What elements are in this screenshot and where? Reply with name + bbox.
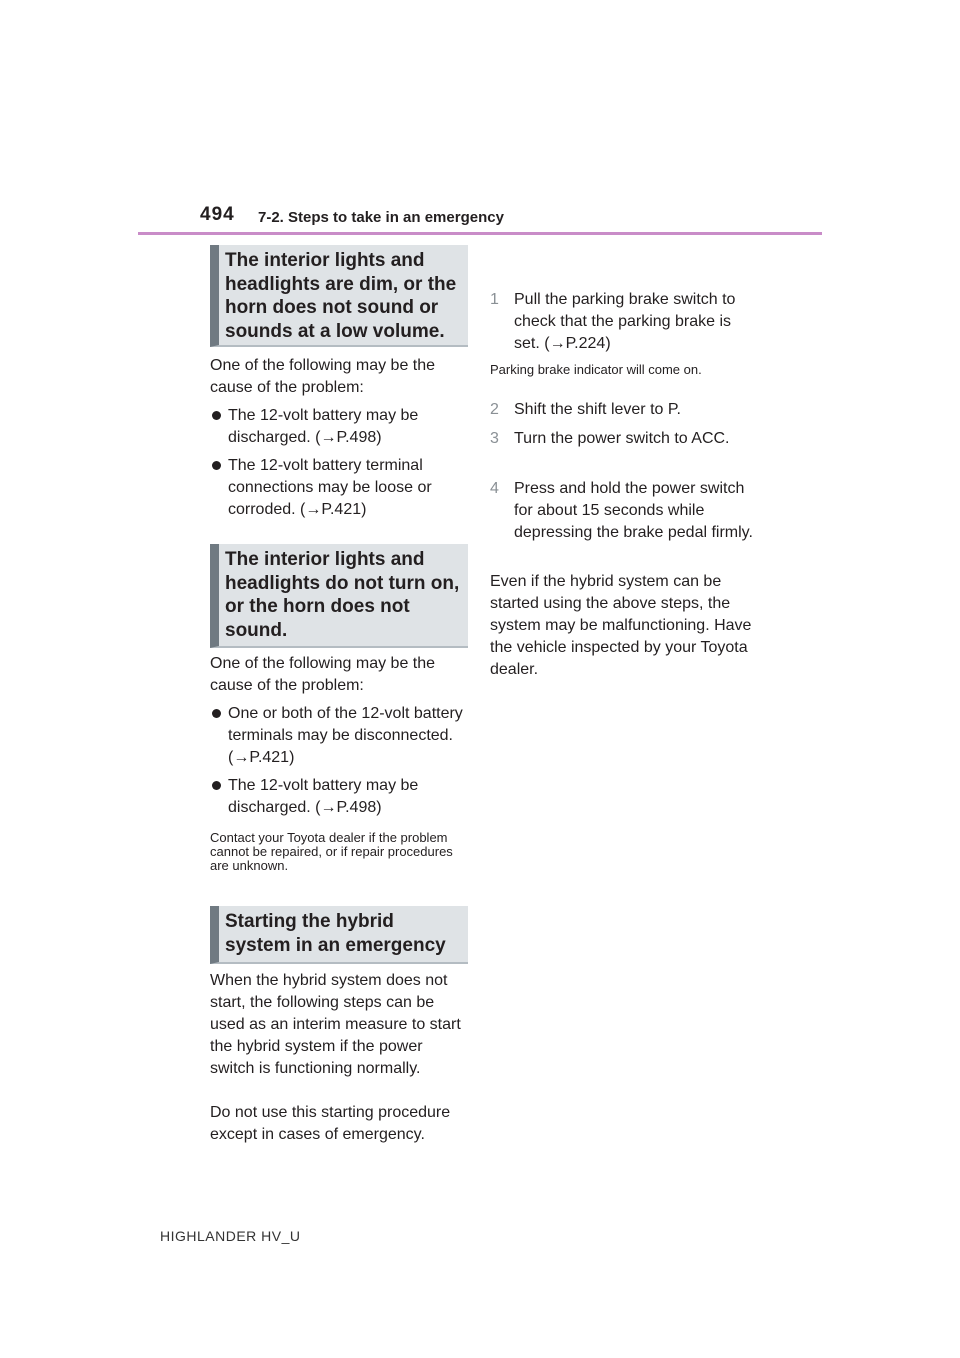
bullet-icon: [212, 709, 221, 718]
bullet-icon: [212, 411, 221, 420]
step-number: 4: [490, 480, 499, 497]
step-note-text: Parking brake indicator will come on.: [490, 362, 702, 377]
step-note: [490, 363, 754, 377]
section-title: 7-2. Steps to take in an emergency: [258, 209, 504, 226]
footer-model: HIGHLANDER HV_U: [160, 1228, 301, 1244]
bullet-icon: [212, 781, 221, 790]
step-text: Shift the shift lever to P.: [514, 401, 681, 418]
bullet-icon: [212, 461, 221, 470]
closing-text: Even if the hybrid system can be started using the above steps, the system may be malfunctioning. Have the vehicle inspected by your Toyota dealer.: [490, 573, 752, 678]
step-text: Turn the power switch to ACC.: [514, 430, 730, 447]
step-text: Press and hold the power switch for about 15 seconds while depressing the brake pedal firmly.: [514, 480, 753, 541]
header-rule: [138, 232, 822, 235]
list-item: [210, 455, 468, 521]
list-item: [210, 703, 468, 769]
step-number: 2: [490, 401, 499, 418]
list-item: [210, 405, 468, 449]
step-1: [490, 289, 754, 355]
list-item: [210, 775, 468, 819]
closing-paragraph: [490, 571, 754, 681]
heading-dim-lights: The interior lights and headlights are dim, or the horn does not sound or sounds at a low volume.: [210, 245, 468, 347]
section-emergency-start-body: [210, 970, 468, 1080]
intro-text-2: Do not use this starting procedure except in cases of emergency.: [210, 1104, 451, 1143]
step-3: [490, 428, 754, 450]
step-number: 1: [490, 291, 499, 308]
heading-no-lights: The interior lights and headlights do not turn on, or the horn does not sound.: [210, 544, 468, 648]
note-text: Contact your Toyota dealer if the problem cannot be repaired, or if repair procedures are unknown.: [210, 830, 453, 873]
step-text: Pull the parking brake switch to check that the parking brake is set. (→P.224): [514, 291, 736, 352]
list-item-text: The 12-volt battery terminal connections may be loose or corroded. (→P.421): [228, 457, 432, 518]
heading-emergency-start: Starting the hybrid system in an emergency: [210, 906, 468, 964]
intro-text: One of the following may be the cause of the problem:: [210, 357, 436, 396]
list-item-text: The 12-volt battery may be discharged. (→P.498): [228, 407, 419, 446]
step-number: 3: [490, 430, 499, 447]
section-dim-lights-body: [210, 355, 468, 521]
intro-text: When the hybrid system does not start, the following steps can be used as an interim measure to start the hybrid system if the power switch is functioning normally.: [210, 972, 461, 1077]
page-number: 494: [200, 204, 235, 225]
step-2: [490, 399, 754, 421]
intro-text: One of the following may be the cause of the problem:: [210, 655, 436, 694]
section-emergency-start-warning: [210, 1102, 468, 1146]
step-4: [490, 478, 754, 544]
list-item-text: The 12-volt battery may be discharged. (→P.498): [228, 777, 419, 816]
list-item-text: One or both of the 12-volt battery terminals may be disconnected. (→P.421): [228, 705, 463, 766]
section-no-lights-body: [210, 653, 468, 873]
